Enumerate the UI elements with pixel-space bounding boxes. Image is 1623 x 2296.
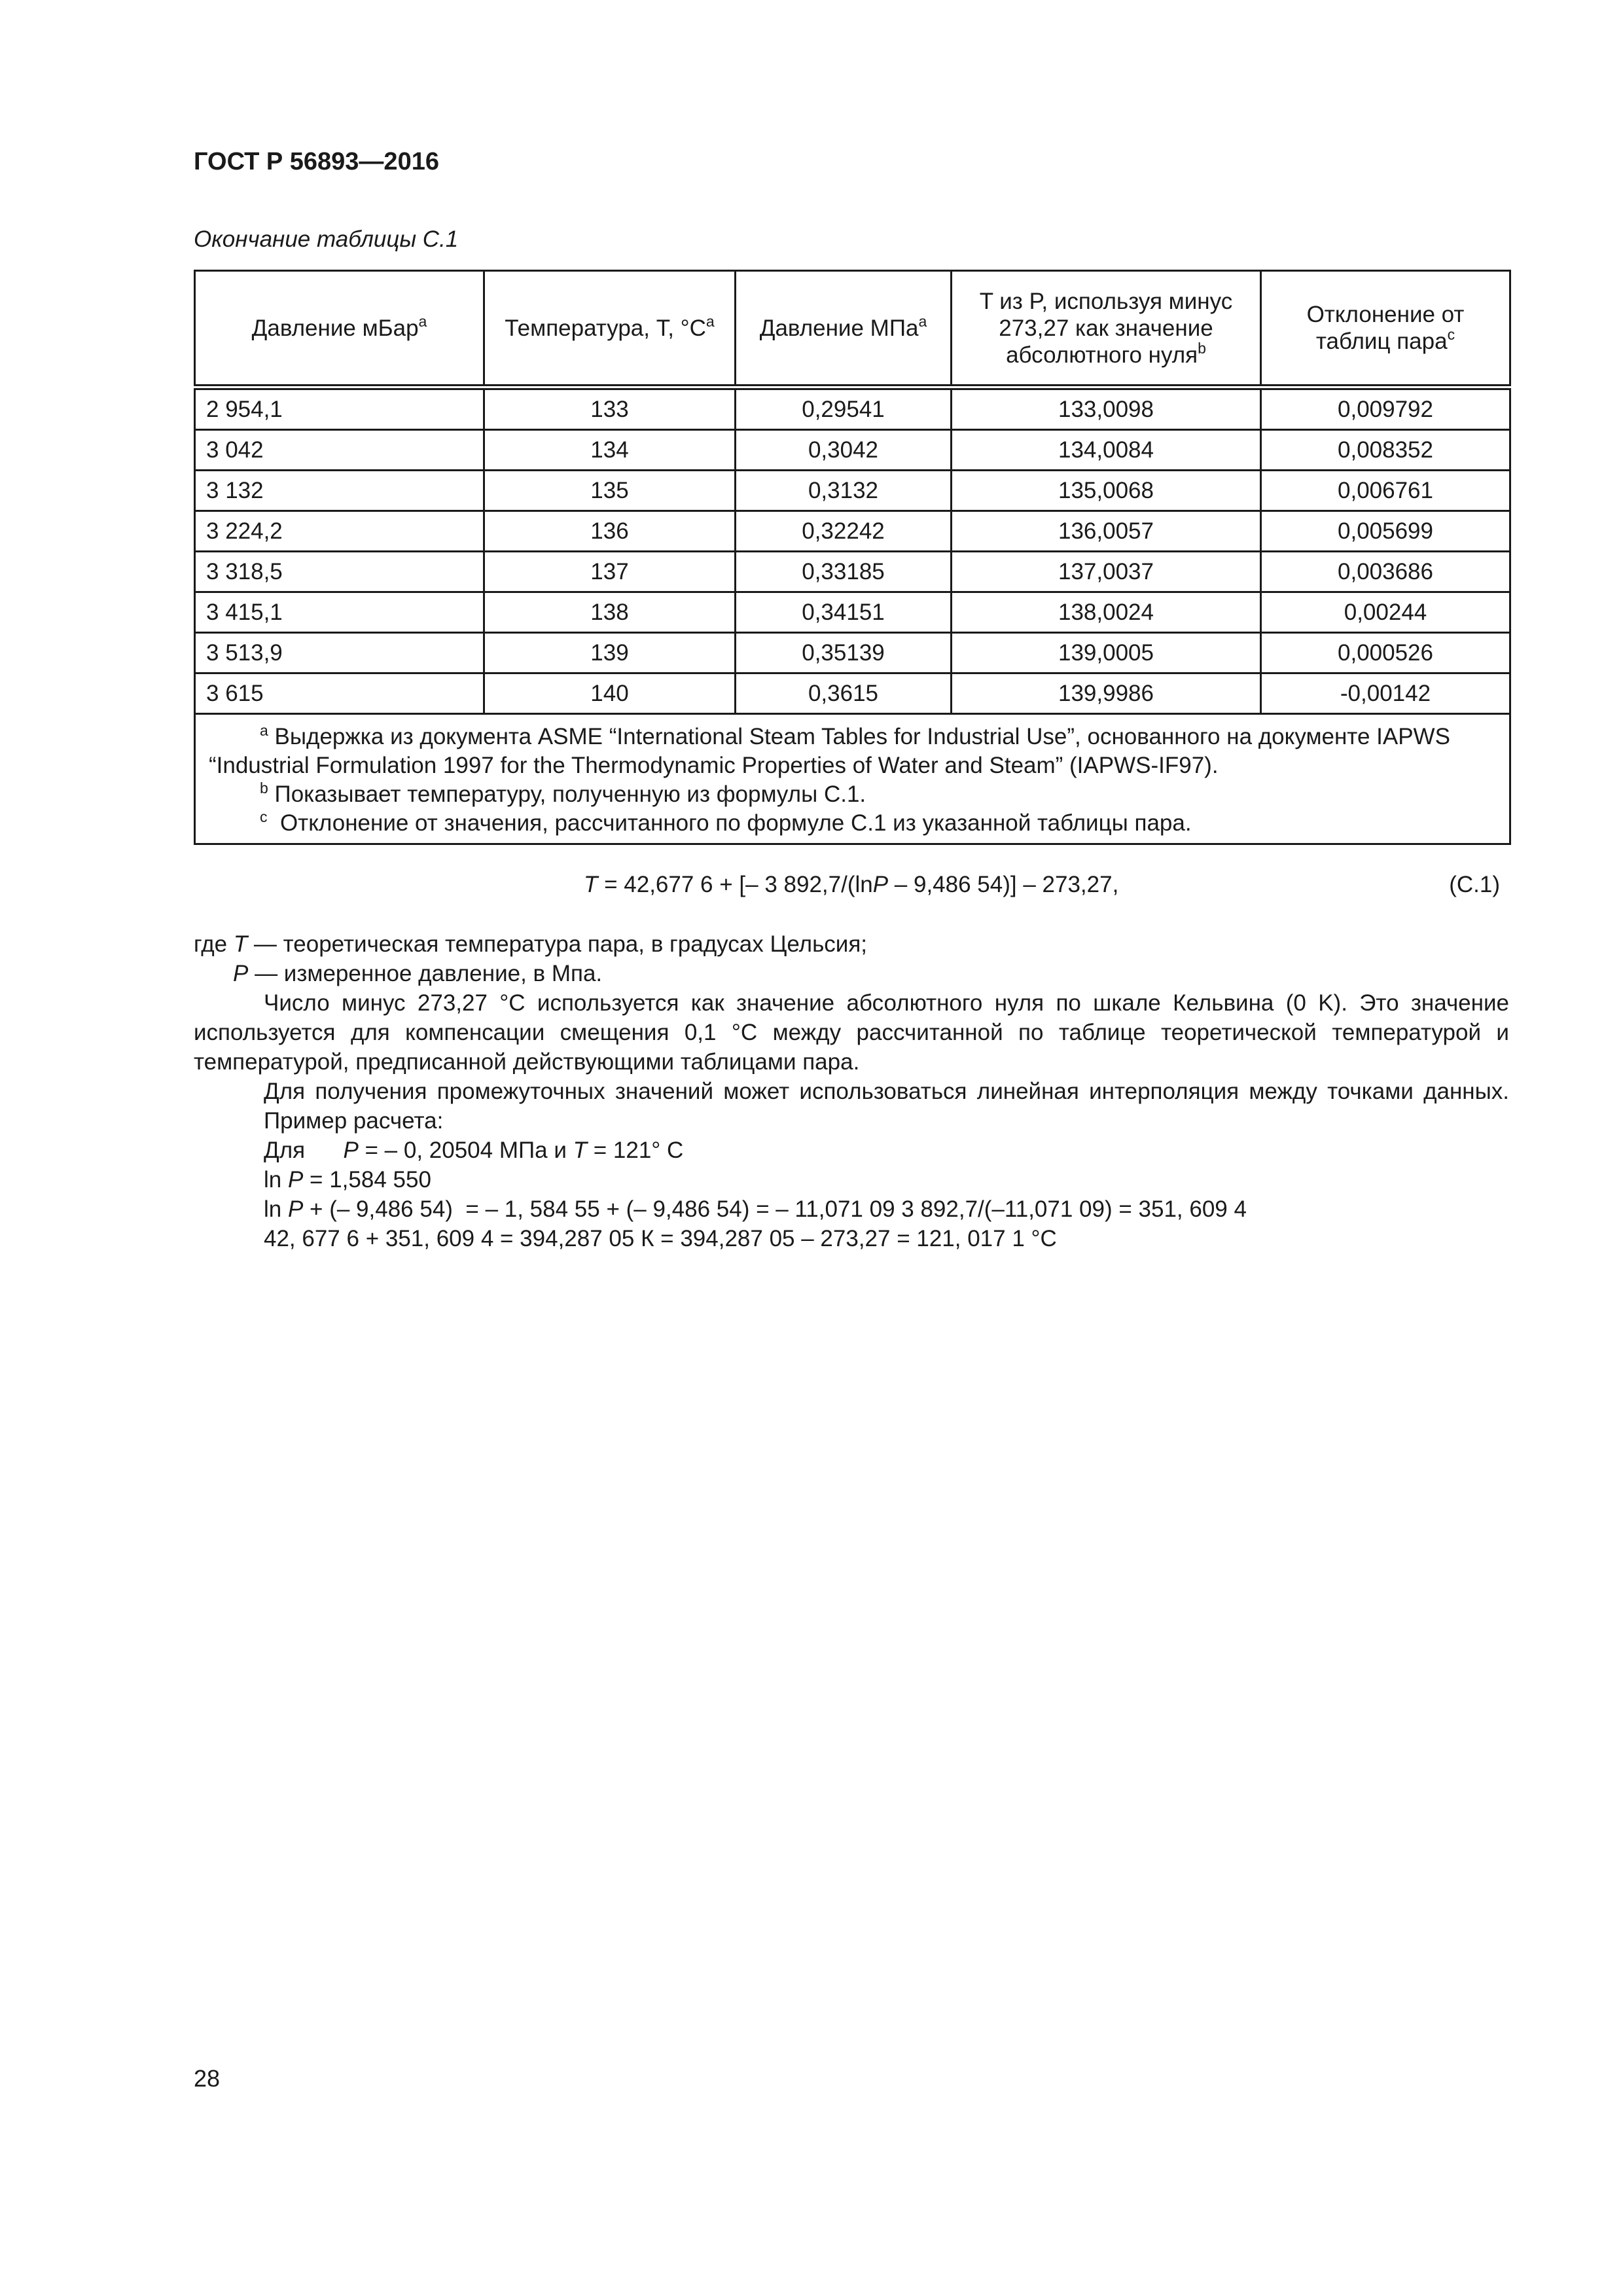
- example-line-3: ln P + (– 9,486 54) = – 1, 584 55 + (– 9,486 54) = – 11,071 09 3 892,7/(–11,071 09) = 351, 609 4: [264, 1196, 1247, 1222]
- table-cell: 136,0057: [952, 511, 1261, 552]
- table-cell: 0,003686: [1261, 552, 1510, 592]
- table-cell: 0,009792: [1261, 387, 1510, 430]
- table-cell: 3 224,2: [195, 511, 484, 552]
- table-cell: 136: [484, 511, 736, 552]
- table-header-row: [195, 271, 1510, 387]
- table-cell: 3 513,9: [195, 633, 484, 673]
- table-cell: 139,9986: [952, 673, 1261, 714]
- table-cell: 0,008352: [1261, 430, 1510, 471]
- column-header-pressure-mbar: Давление мБар$^a$: [195, 271, 484, 387]
- table-cell: 134,0084: [952, 430, 1261, 471]
- document-code: ГОСТ Р 56893—2016: [194, 148, 439, 175]
- table-cell: 137: [484, 552, 736, 592]
- table-cell: 135,0068: [952, 471, 1261, 511]
- note-a: $^a$ Выдержка из документа ASME “International Steam Tables for Industrial Use”, основанного на документе IAPWS: [260, 722, 1450, 749]
- column-header-pressure-mpa: Давление МПа$^a$: [736, 271, 952, 387]
- formula-expression: T = 42,677 6 + [– 3 892,7/(lnP – 9,486 54)] – 273,27,: [584, 872, 1119, 897]
- calculation-example: [264, 1106, 1247, 1253]
- example-title: Пример расчета:: [264, 1108, 444, 1134]
- table-row: [195, 511, 1510, 552]
- table-cell: -0,00142: [1261, 673, 1510, 714]
- table-cell: 0,34151: [736, 592, 952, 633]
- page-number: 28: [194, 2065, 221, 2092]
- table-cell: 135: [484, 471, 736, 511]
- table-row: [195, 430, 1510, 471]
- table-cell: 0,35139: [736, 633, 952, 673]
- example-line-2: ln P = 1,584 550: [264, 1167, 431, 1193]
- example-line-4: 42, 677 6 + 351, 609 4 = 394,287 05 К = 394,287 05 – 273,27 = 121, 017 1 °С: [264, 1226, 1057, 1251]
- legend-p: Р — измеренное давление, в Мпа.: [233, 961, 603, 986]
- table-row: [195, 673, 1510, 714]
- table-cell: 138: [484, 592, 736, 633]
- example-line-1: Для P = – 0, 20504 МПа и T = 121° С: [264, 1138, 684, 1163]
- note-a-continued: “Industrial Formulation 1997 for the Thermodynamic Properties of Water and Steam” (IAPWS-IF97).: [209, 753, 1219, 778]
- data-table: [194, 270, 1511, 845]
- table-cell: 3 615: [195, 673, 484, 714]
- table-cell: 137,0037: [952, 552, 1261, 592]
- table-cell: 3 415,1: [195, 592, 484, 633]
- table-row: [195, 592, 1510, 633]
- table-cell: 138,0024: [952, 592, 1261, 633]
- formula-number: (С.1): [1449, 872, 1500, 897]
- legend-t: где Т — теоретическая температура пара, в градусах Цельсия;: [194, 931, 868, 957]
- table-cell: 0,33185: [736, 552, 952, 592]
- table-cell: 0,32242: [736, 511, 952, 552]
- table-row: [195, 471, 1510, 511]
- table-cell: 0,005699: [1261, 511, 1510, 552]
- note-c: $^c$ Отклонение от значения, рассчитанного по формуле С.1 из указанной таблицы пара.: [260, 808, 1192, 836]
- table-cell: 3 318,5: [195, 552, 484, 592]
- table-cell: 2 954,1: [195, 387, 484, 430]
- note-b: $^b$ Показывает температуру, полученную из формулы С.1.: [260, 780, 866, 807]
- table-cell: 133,0098: [952, 387, 1261, 430]
- column-header-temperature: Температура, Т, $^\circ С^a$: [484, 271, 736, 387]
- table-caption: Окончание таблицы С.1: [194, 226, 459, 252]
- formula-legend: [194, 929, 1509, 988]
- table-row: [195, 633, 1510, 673]
- table-cell: 0,3615: [736, 673, 952, 714]
- table-cell: 0,000526: [1261, 633, 1510, 673]
- column-header-deviation: Отклонение от таблиц пара$^c$: [1261, 271, 1510, 387]
- paragraph-absolute-zero: Число минус 273,27 °С используется как значение абсолютного нуля по шкале Кельвина (0 K). Это значение используется для компенсации смещения 0,1 °С между рассчитанной по таблице теоретической температурой и температурой, предписанной действующими таблицами пара.: [194, 990, 1509, 1075]
- table-cell: 0,29541: [736, 387, 952, 430]
- paragraph-interpolation: Для получения промежуточных значений может использоваться линейная интерполяция между точками данных.: [264, 1079, 1509, 1104]
- table-notes: [195, 714, 1510, 844]
- table-cell: 0,00244: [1261, 592, 1510, 633]
- table-cell: 3 132: [195, 471, 484, 511]
- table-cell: 0,3042: [736, 430, 952, 471]
- table-cell: 3 042: [195, 430, 484, 471]
- table-cell: 139: [484, 633, 736, 673]
- table-notes-row: [195, 714, 1510, 844]
- table-cell: 0,006761: [1261, 471, 1510, 511]
- table-cell: 140: [484, 673, 736, 714]
- column-header-t-from-p: T из P, используя минус 273,27 как значение абсолютного нуля$^b$: [952, 271, 1261, 387]
- table-row: [195, 387, 1510, 430]
- table-cell: 139,0005: [952, 633, 1261, 673]
- table-row: [195, 552, 1510, 592]
- table-cell: 134: [484, 430, 736, 471]
- table-cell: 133: [484, 387, 736, 430]
- table-cell: 0,3132: [736, 471, 952, 511]
